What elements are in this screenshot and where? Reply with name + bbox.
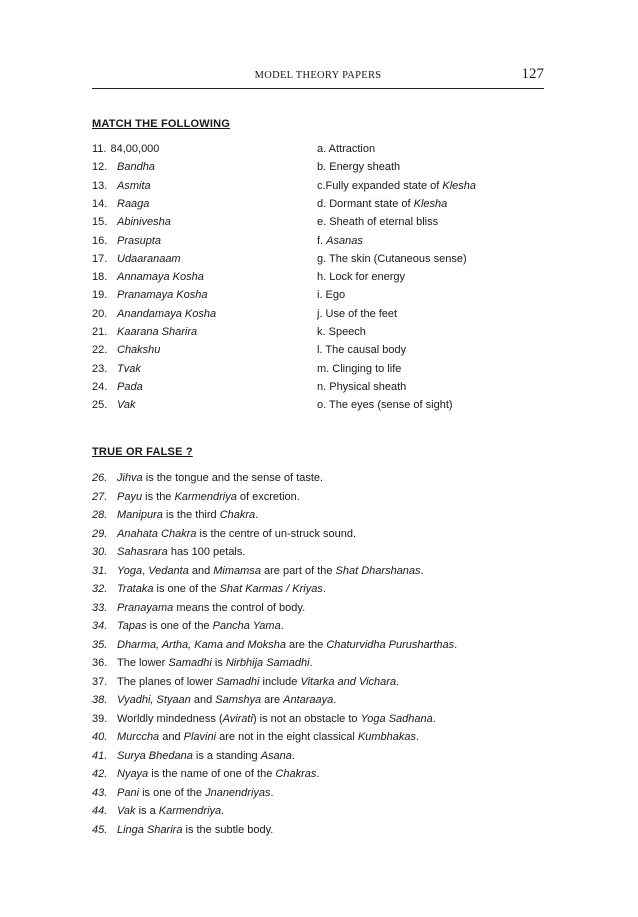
page-header	[92, 66, 544, 89]
statement-text: include	[259, 675, 301, 688]
term-text: Bandha	[117, 161, 155, 174]
statement-text: is a	[135, 805, 159, 817]
item-number: 39.	[92, 712, 108, 725]
match-option	[317, 253, 467, 265]
match-row	[92, 271, 552, 289]
statement-text: is the centre of un-struck sound.	[196, 527, 357, 540]
option-text: Klesha	[413, 197, 448, 210]
statement-item	[92, 768, 319, 780]
statement-text: Sahasrara	[117, 546, 168, 558]
statement-text: is one of the	[139, 786, 206, 799]
statement-text: Shat Karmas / Kriyas	[219, 583, 323, 595]
statement-item	[92, 620, 284, 632]
statement-text: .	[221, 805, 225, 817]
statement-text: is one of the	[153, 583, 220, 595]
match-option	[317, 180, 476, 192]
option-text: f.	[317, 234, 327, 247]
statement-text: .	[396, 675, 400, 688]
item-number: 16.	[92, 234, 108, 247]
term-text: 84,00,000	[110, 143, 160, 155]
match-row	[92, 235, 552, 253]
match-row	[92, 180, 552, 198]
statement-text: Anahata Chakra	[117, 527, 197, 540]
statement-text: Asana	[260, 749, 292, 762]
term-text: Udaaranaam	[117, 252, 181, 265]
statement-text: Jnanendriyas	[205, 786, 271, 799]
match-option	[317, 161, 400, 173]
statement-text: is the name of one of the	[148, 768, 276, 780]
match-term	[92, 161, 155, 173]
statement-text: and	[159, 731, 184, 743]
item-number: 43.	[92, 786, 108, 799]
statement-text: Surya Bhedana	[117, 749, 193, 762]
statement-text: .	[291, 749, 295, 762]
option-text: e. Sheath of eternal bliss	[317, 216, 439, 229]
statement-text: .	[416, 731, 420, 743]
match-section-title: MATCH THE FOLLOWING	[92, 118, 231, 130]
option-text: Asanas	[326, 234, 363, 247]
term-text: Chakshu	[117, 344, 161, 357]
option-text: d. Dormant state of	[317, 197, 414, 210]
statement-text: .	[420, 564, 424, 577]
statement-text: Chaturvidha Purusharthas	[326, 638, 455, 651]
match-row	[92, 161, 552, 179]
option-text: g. The skin (Cutaneous sense)	[317, 252, 467, 265]
statement-text: Pani	[117, 786, 140, 799]
term-text: Asmita	[117, 179, 151, 192]
item-number: 13.	[92, 179, 108, 192]
option-text: i. Ego	[317, 289, 346, 302]
option-text: a. Attraction	[317, 143, 376, 155]
statement-text: are	[261, 694, 284, 706]
statement-text: is the subtle body.	[182, 823, 274, 836]
match-option	[317, 399, 453, 411]
statement-text: Nyaya	[117, 768, 149, 780]
statement-text: is a standing	[192, 749, 261, 762]
statement-text: .	[280, 620, 284, 632]
item-number: 34.	[92, 620, 108, 632]
match-term	[92, 326, 197, 338]
statement-text: Vedanta	[148, 564, 189, 577]
item-number: 17.	[92, 252, 108, 265]
statement-text: Pancha Yama	[212, 620, 281, 632]
statement-text: is one of the	[146, 620, 213, 632]
statement-text: The lower	[117, 657, 169, 669]
statement-text: .	[322, 583, 326, 595]
statement-text: Vyadhi, Styaan	[117, 694, 191, 706]
statement-text: .	[454, 638, 458, 651]
item-number: 42.	[92, 768, 108, 780]
statement-text: and	[190, 694, 216, 706]
match-term	[92, 198, 149, 210]
statement-text: Dharma, Artha, Kama and Moksha	[117, 638, 286, 651]
item-number: 33.	[92, 601, 108, 614]
match-term	[92, 308, 216, 320]
term-text: Pada	[117, 380, 143, 393]
statement-text: are not in the eight classical	[216, 731, 358, 743]
item-number: 30.	[92, 546, 108, 558]
statement-text: means the control of body.	[173, 601, 306, 614]
option-text: k. Speech	[317, 326, 366, 338]
statement-text: .	[270, 786, 274, 799]
statement-text: The planes of lower	[117, 675, 217, 688]
statement-text: of excretion.	[236, 490, 300, 503]
match-term	[92, 344, 160, 356]
statement-item	[92, 583, 326, 595]
match-row	[92, 399, 552, 417]
statement-text: .	[255, 509, 259, 521]
match-term	[92, 271, 204, 283]
statement-text: Samadhi	[216, 675, 260, 688]
statement-text: .	[309, 657, 313, 669]
item-number: 36.	[92, 657, 108, 669]
match-option	[317, 216, 438, 228]
item-number: 18.	[92, 271, 108, 284]
term-text: Vak	[117, 399, 136, 412]
statement-text: Samadhi	[168, 657, 212, 669]
match-option	[317, 271, 405, 283]
statement-text: ) is not an obstacle to	[252, 712, 361, 725]
statement-text: Trataka	[117, 583, 154, 595]
statement-item	[92, 713, 436, 725]
statement-item	[92, 676, 399, 688]
statement-text: Samshya	[215, 694, 262, 706]
match-option	[317, 381, 406, 393]
match-row	[92, 308, 552, 326]
option-text: m. Clinging to life	[317, 362, 402, 375]
statement-item	[92, 750, 295, 762]
match-option	[317, 198, 447, 210]
option-text: j. Use of the feet	[317, 307, 398, 320]
statement-text: Chakras	[275, 768, 317, 780]
match-row	[92, 253, 552, 271]
match-term	[92, 363, 141, 375]
statement-text: .	[333, 694, 337, 706]
statement-item	[92, 731, 419, 743]
statement-text: Linga Sharira	[117, 823, 183, 836]
statement-text: Pranayama	[117, 601, 174, 614]
item-number: 29.	[92, 527, 108, 540]
match-term	[92, 143, 159, 155]
statement-text: Karmendriya	[174, 490, 237, 503]
item-number: 32.	[92, 583, 108, 595]
match-option	[317, 344, 406, 356]
option-text: o. The eyes (sense of sight)	[317, 399, 453, 412]
match-row	[92, 289, 552, 307]
statement-text: ,	[142, 564, 149, 577]
match-option	[317, 363, 401, 375]
item-number: 28.	[92, 509, 108, 521]
item-number: 45.	[92, 823, 108, 836]
statement-text: Shat Dharshanas	[335, 564, 421, 577]
statement-item	[92, 657, 313, 669]
match-row	[92, 216, 552, 234]
statement-text: Payu	[117, 490, 143, 503]
option-text: l. The causal body	[317, 344, 407, 357]
item-number: 14.	[92, 197, 108, 210]
term-text: Kaarana Sharira	[117, 326, 198, 338]
term-text: Raaga	[117, 197, 150, 210]
statement-item	[92, 546, 245, 558]
match-term	[92, 381, 143, 393]
match-row	[92, 143, 552, 161]
term-text: Pranamaya Kosha	[117, 289, 208, 302]
item-number: 26.	[92, 472, 108, 484]
statement-text: .	[316, 768, 320, 780]
statement-text: Plavini	[183, 731, 217, 743]
statement-text: Jihva	[117, 472, 143, 484]
item-number: 25.	[92, 399, 108, 412]
statement-text: are the	[285, 638, 327, 651]
match-term	[92, 289, 208, 301]
item-number: 11.	[92, 143, 107, 155]
option-text: c.Fully expanded state of	[317, 179, 443, 192]
match-option	[317, 235, 363, 247]
item-number: 41.	[92, 749, 108, 762]
option-text: Klesha	[442, 179, 476, 192]
statement-text: Worldly mindedness (	[117, 712, 223, 725]
statement-text: is the tongue and the sense of taste.	[142, 472, 324, 484]
statement-item	[92, 824, 273, 836]
match-term	[92, 235, 161, 247]
tf-section-title: TRUE OR FALSE ?	[92, 446, 193, 458]
statement-text: Tapas	[117, 620, 147, 632]
item-number: 23.	[92, 362, 108, 375]
match-option	[317, 289, 345, 301]
statement-item	[92, 602, 305, 614]
item-number: 37.	[92, 675, 108, 688]
match-term	[92, 253, 181, 265]
statement-text: Nirbhija Samadhi	[225, 657, 310, 669]
match-row	[92, 326, 552, 344]
item-number: 31.	[92, 564, 108, 577]
statement-text: .	[432, 712, 436, 725]
match-row	[92, 363, 552, 381]
statement-text: Chakra	[219, 509, 256, 521]
item-number: 15.	[92, 216, 108, 229]
match-option	[317, 326, 366, 338]
term-text: Anandamaya Kosha	[117, 307, 217, 320]
statement-item	[92, 509, 258, 521]
statement-text: and	[188, 564, 214, 577]
statement-item	[92, 528, 356, 540]
match-term	[92, 216, 171, 228]
term-text: Prasupta	[117, 234, 162, 247]
item-number: 21.	[92, 326, 108, 338]
statement-text: Vitarka and Vichara	[300, 675, 397, 688]
option-text: b. Energy sheath	[317, 161, 401, 174]
item-number: 12.	[92, 161, 108, 174]
term-text: Annamaya Kosha	[117, 271, 204, 284]
match-row	[92, 198, 552, 216]
item-number: 19.	[92, 289, 108, 302]
statement-text: is the third	[162, 509, 220, 521]
match-term	[92, 399, 136, 411]
statement-text: has 100 petals.	[167, 546, 246, 558]
term-text: Tvak	[117, 362, 141, 375]
statement-item	[92, 639, 457, 651]
statement-item	[92, 805, 224, 817]
match-option	[317, 308, 397, 320]
statement-item	[92, 491, 300, 503]
item-number: 24.	[92, 380, 108, 393]
item-number: 20.	[92, 307, 108, 320]
statement-text: is the	[142, 490, 175, 503]
statement-text: Antaraaya	[283, 694, 334, 706]
item-number: 22.	[92, 344, 108, 357]
item-number: 40.	[92, 731, 108, 743]
match-option	[317, 143, 375, 155]
statement-text: Vak	[117, 805, 136, 817]
item-number: 44.	[92, 805, 108, 817]
statement-text: are part of the	[260, 564, 336, 577]
statement-text: Mimamsa	[213, 564, 261, 577]
running-title: MODEL THEORY PAPERS	[254, 70, 382, 81]
page-number: 127	[521, 66, 544, 82]
statement-text: Yoga Sadhana	[360, 712, 433, 725]
statement-text: Yoga	[117, 564, 143, 577]
match-row	[92, 381, 552, 399]
match-term	[92, 180, 151, 192]
option-text: h. Lock for energy	[317, 271, 406, 284]
statement-item	[92, 694, 336, 706]
match-row	[92, 344, 552, 362]
statement-text: Manipura	[117, 509, 163, 521]
statement-item	[92, 787, 274, 799]
statement-text: Kumbhakas	[357, 731, 417, 743]
statement-text: Murccha	[117, 731, 160, 743]
item-number: 38.	[92, 694, 108, 706]
statement-item	[92, 472, 323, 484]
statement-text: Karmendriya	[158, 805, 222, 817]
statement-item	[92, 565, 424, 577]
statement-text: is	[211, 657, 226, 669]
item-number: 27.	[92, 490, 108, 503]
option-text: n. Physical sheath	[317, 380, 407, 393]
item-number: 35.	[92, 638, 108, 651]
term-text: Abinivesha	[117, 216, 171, 229]
statement-text: Avirati	[222, 712, 253, 725]
